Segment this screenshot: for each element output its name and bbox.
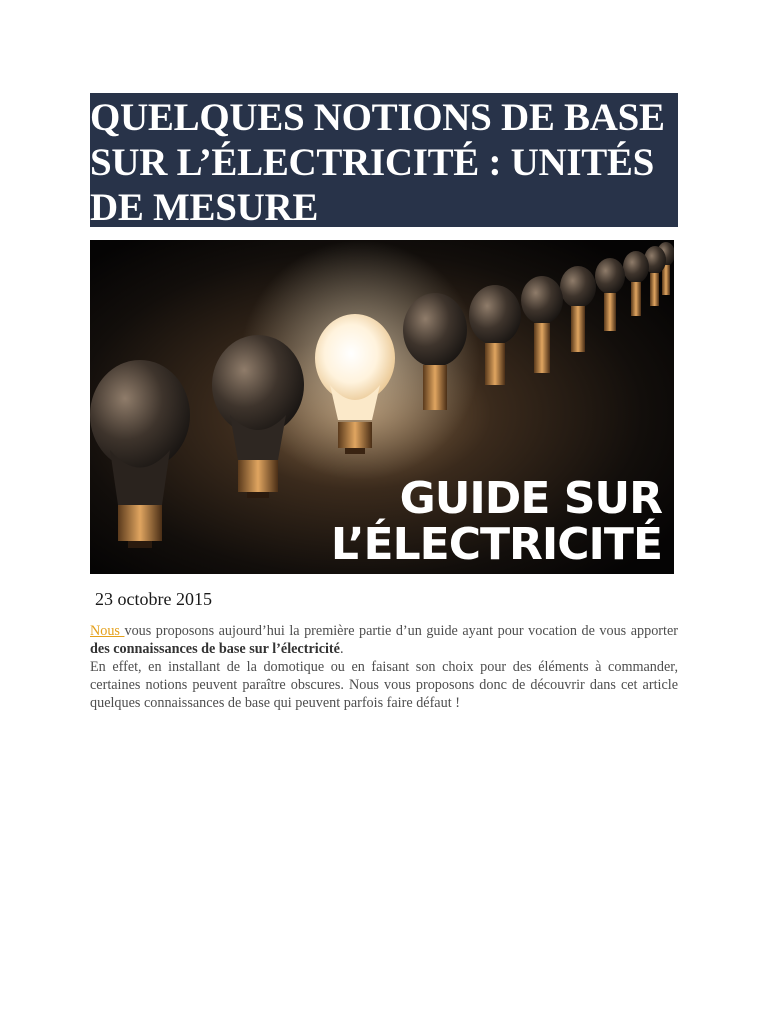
hero-caption-line-2: L’ÉLECTRICITÉ xyxy=(330,519,662,570)
intro-paragraph xyxy=(90,622,678,658)
publish-date: 23 octobre 2015 xyxy=(95,589,212,609)
intro-end: . xyxy=(339,641,344,657)
hero-caption xyxy=(330,473,662,570)
intro-bold-text: des connaissances de base sur l’électricité xyxy=(90,641,340,657)
hero-caption-line-1: GUIDE SUR xyxy=(399,473,662,524)
hero-image xyxy=(90,240,674,574)
nous-link[interactable]: Nous xyxy=(90,623,125,639)
intro-text: vous proposons aujourd’hui la première partie d’un guide ayant pour vocation de vous apporter xyxy=(124,623,678,639)
article-title: QUELQUES NOTIONS DE BASE SUR L’ÉLECTRICITÉ : UNITÉS DE MESURE xyxy=(90,96,665,229)
second-paragraph: En effet, en installant de la domotique ou en faisant son choix pour des éléments à commander, certaines notions peuvent paraître obscures. Nous vous proposons donc de découvrir dans cet article quelques connaissances de base qui peuvent parfois faire défaut ! xyxy=(90,659,678,711)
article-body xyxy=(90,622,678,712)
article-title-banner xyxy=(90,93,678,227)
